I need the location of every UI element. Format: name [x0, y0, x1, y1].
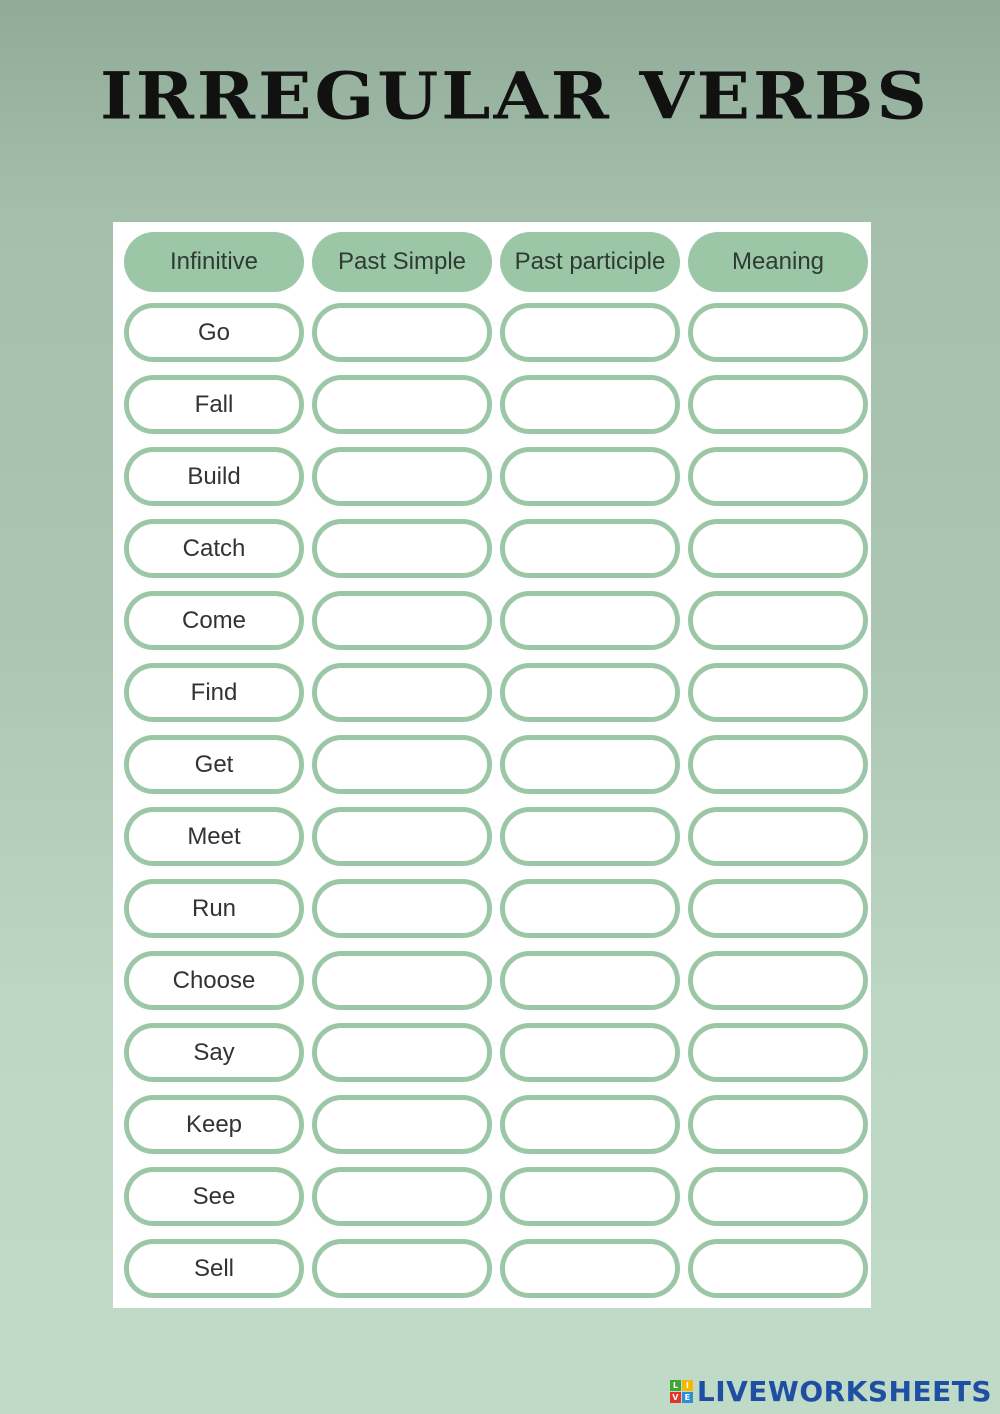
infinitive-cell: Catch [124, 519, 304, 578]
infinitive-cell: Meet [124, 807, 304, 866]
infinitive-cell: Fall [124, 375, 304, 434]
header-infinitive: Infinitive [124, 232, 304, 292]
meaning-input[interactable] [688, 447, 868, 506]
past-participle-input[interactable] [500, 1239, 680, 1298]
liveworksheets-logo [670, 1375, 992, 1408]
past-participle-input[interactable] [500, 1167, 680, 1226]
past-simple-input[interactable] [312, 663, 492, 722]
meaning-input[interactable] [688, 1239, 868, 1298]
past-participle-input[interactable] [500, 735, 680, 794]
past-participle-input[interactable] [500, 303, 680, 362]
logo-text: LIVEWORKSHEETS [696, 1375, 992, 1408]
logo-letter-l: L [670, 1380, 681, 1391]
logo-letter-e: E [682, 1392, 693, 1403]
past-participle-input[interactable] [500, 1095, 680, 1154]
past-simple-input[interactable] [312, 735, 492, 794]
logo-mark-icon [670, 1380, 693, 1403]
infinitive-cell: Say [124, 1023, 304, 1082]
past-simple-input[interactable] [312, 591, 492, 650]
infinitive-cell: See [124, 1167, 304, 1226]
infinitive-cell: Build [124, 447, 304, 506]
past-participle-input[interactable] [500, 519, 680, 578]
past-participle-input[interactable] [500, 375, 680, 434]
meaning-input[interactable] [688, 735, 868, 794]
past-simple-input[interactable] [312, 375, 492, 434]
past-simple-input[interactable] [312, 519, 492, 578]
header-meaning: Meaning [688, 232, 868, 292]
past-participle-input[interactable] [500, 807, 680, 866]
past-participle-input[interactable] [500, 591, 680, 650]
past-simple-input[interactable] [312, 951, 492, 1010]
infinitive-cell: Sell [124, 1239, 304, 1298]
header-past-participle: Past participle [500, 232, 680, 292]
meaning-input[interactable] [688, 375, 868, 434]
past-simple-input[interactable] [312, 447, 492, 506]
past-simple-input[interactable] [312, 303, 492, 362]
past-participle-input[interactable] [500, 951, 680, 1010]
infinitive-cell: Get [124, 735, 304, 794]
meaning-input[interactable] [688, 879, 868, 938]
meaning-input[interactable] [688, 519, 868, 578]
past-participle-input[interactable] [500, 447, 680, 506]
infinitive-cell: Keep [124, 1095, 304, 1154]
past-simple-input[interactable] [312, 1239, 492, 1298]
infinitive-cell: Run [124, 879, 304, 938]
past-simple-input[interactable] [312, 879, 492, 938]
meaning-input[interactable] [688, 1023, 868, 1082]
past-simple-input[interactable] [312, 1023, 492, 1082]
past-simple-input[interactable] [312, 807, 492, 866]
meaning-input[interactable] [688, 951, 868, 1010]
verb-table-sheet [113, 222, 871, 1308]
meaning-input[interactable] [688, 591, 868, 650]
page-title: IRREGULAR VERBS [100, 58, 930, 135]
logo-letter-i: I [682, 1380, 693, 1391]
infinitive-cell: Go [124, 303, 304, 362]
header-past-simple: Past Simple [312, 232, 492, 292]
logo-letter-v: V [670, 1392, 681, 1403]
infinitive-cell: Choose [124, 951, 304, 1010]
past-participle-input[interactable] [500, 663, 680, 722]
past-simple-input[interactable] [312, 1095, 492, 1154]
meaning-input[interactable] [688, 303, 868, 362]
infinitive-cell: Come [124, 591, 304, 650]
meaning-input[interactable] [688, 1095, 868, 1154]
past-participle-input[interactable] [500, 1023, 680, 1082]
past-simple-input[interactable] [312, 1167, 492, 1226]
infinitive-cell: Find [124, 663, 304, 722]
verb-table [124, 232, 868, 1311]
past-participle-input[interactable] [500, 879, 680, 938]
meaning-input[interactable] [688, 1167, 868, 1226]
meaning-input[interactable] [688, 807, 868, 866]
meaning-input[interactable] [688, 663, 868, 722]
